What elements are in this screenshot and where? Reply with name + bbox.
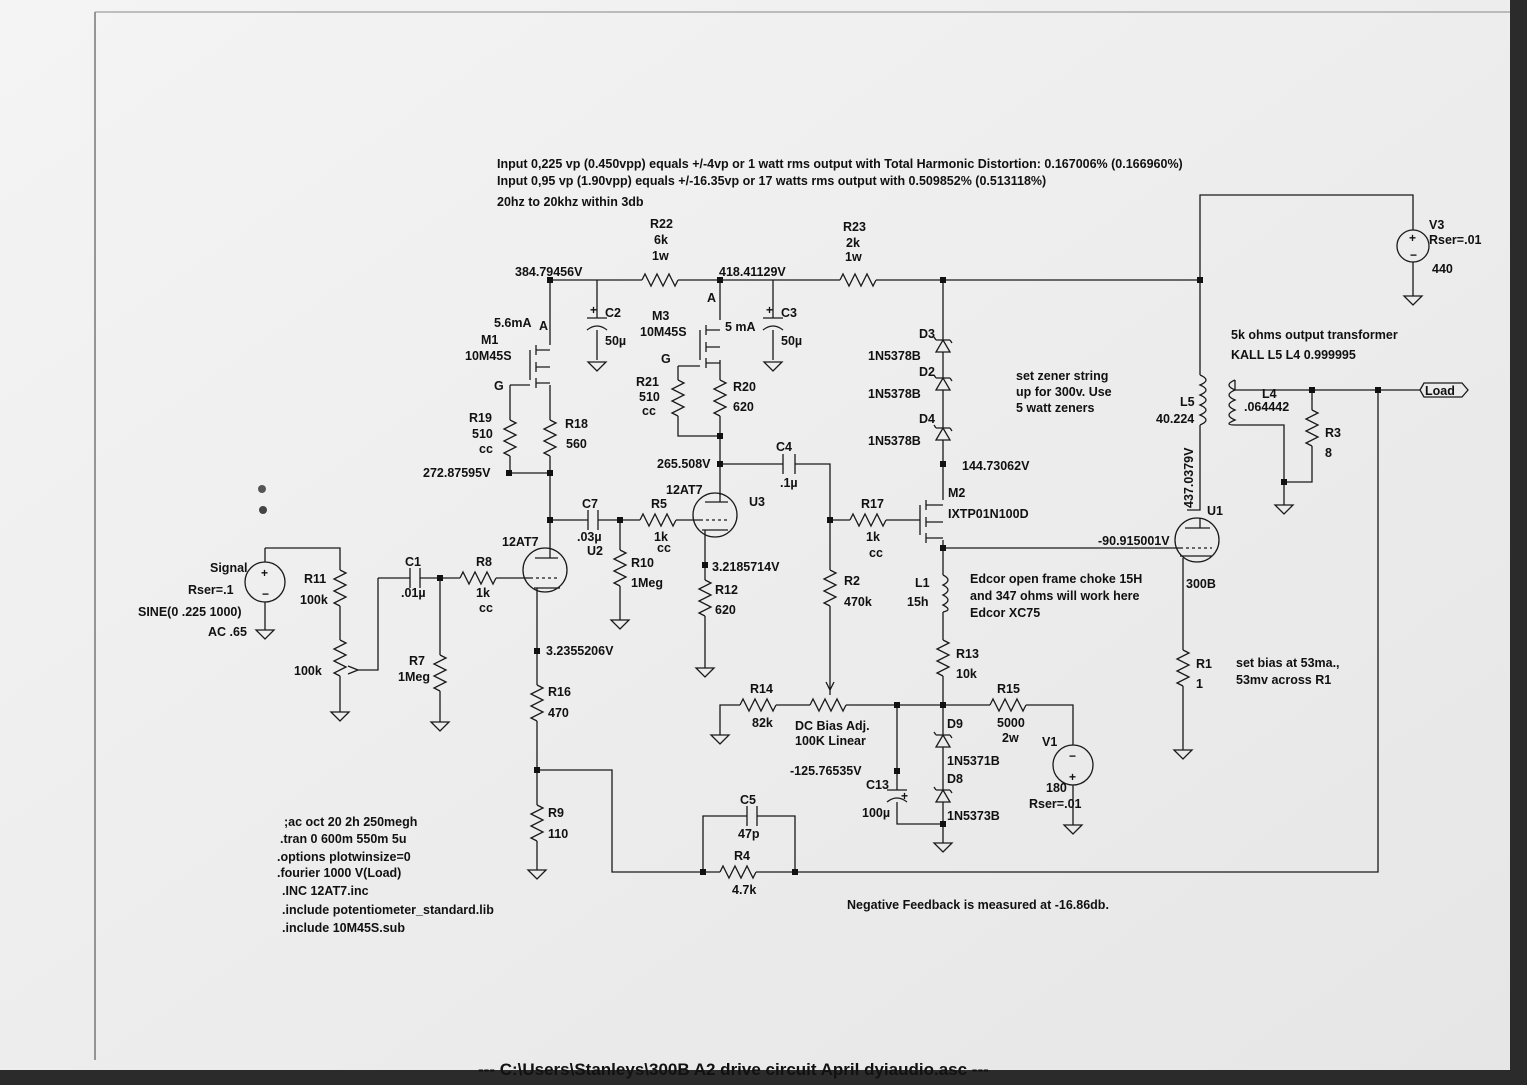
header-line-2: Input 0,95 vp (1.90vpp) equals +/-16.35vp or 17 watts rms output with 0.509852% (0.513118%)	[497, 174, 1047, 188]
svg-text:Rser=.01: Rser=.01	[1429, 233, 1482, 247]
svg-text:C13: C13	[866, 778, 889, 792]
svg-text:.include 10M45S.sub: .include 10M45S.sub	[282, 921, 405, 935]
svg-text:Rser=.01: Rser=.01	[1029, 797, 1082, 811]
svg-text:.options plotwinsize=0: .options plotwinsize=0	[277, 850, 411, 864]
svg-text:50µ: 50µ	[781, 334, 803, 348]
svg-text:G: G	[661, 352, 671, 366]
svg-text:+: +	[901, 789, 909, 803]
svg-text:R7: R7	[409, 654, 425, 668]
svg-text:1k: 1k	[654, 530, 668, 544]
svg-text:L4: L4	[1262, 387, 1277, 401]
svg-text:G: G	[494, 379, 504, 393]
svg-text:cc: cc	[869, 546, 883, 560]
svg-text:1w: 1w	[652, 249, 669, 263]
svg-text:M1: M1	[481, 333, 499, 347]
svg-text:1k: 1k	[866, 530, 880, 544]
svg-text:cc: cc	[642, 404, 656, 418]
svg-text:.01µ: .01µ	[401, 586, 426, 600]
svg-text:A: A	[539, 319, 549, 333]
svg-text:100k: 100k	[294, 664, 322, 678]
svg-text:Negative Feedback is measured: Negative Feedback is measured at -16.86db.	[847, 898, 1109, 912]
svg-text:C1: C1	[405, 555, 421, 569]
svg-text:L1: L1	[915, 576, 930, 590]
svg-text:cc: cc	[479, 442, 493, 456]
svg-text:R10: R10	[631, 556, 654, 570]
svg-text:3.2185714V: 3.2185714V	[712, 560, 780, 574]
svg-text:R18: R18	[565, 417, 588, 431]
svg-text:KALL L5 L4 0.999995: KALL L5 L4 0.999995	[1231, 348, 1356, 362]
svg-text:U3: U3	[749, 495, 765, 509]
svg-text:510: 510	[472, 427, 493, 441]
svg-text:−: −	[1069, 749, 1077, 763]
svg-text:M3: M3	[652, 309, 670, 323]
svg-text:1N5373B: 1N5373B	[947, 809, 1000, 823]
svg-text:Edcor XC75: Edcor XC75	[970, 606, 1041, 620]
svg-text:1Meg: 1Meg	[398, 670, 430, 684]
svg-text:R23: R23	[843, 220, 866, 234]
svg-text:100k: 100k	[300, 593, 328, 607]
svg-text:1Meg: 1Meg	[631, 576, 663, 590]
svg-text:5000: 5000	[997, 716, 1025, 730]
svg-text:265.508V: 265.508V	[657, 457, 711, 471]
svg-text:620: 620	[715, 603, 736, 617]
svg-text:R12: R12	[715, 583, 738, 597]
svg-text:and 347 ohms will work here: and 347 ohms will work here	[970, 589, 1140, 603]
svg-text:+: +	[261, 566, 269, 580]
svg-text:437.0379V: 437.0379V	[1182, 447, 1196, 508]
svg-text:C7: C7	[582, 497, 598, 511]
svg-text:470: 470	[548, 706, 569, 720]
svg-text:5 watt zeners: 5 watt zeners	[1016, 401, 1095, 415]
svg-text:.064442: .064442	[1244, 400, 1290, 414]
svg-text:440: 440	[1432, 262, 1453, 276]
svg-text:2k: 2k	[846, 236, 860, 250]
svg-text:620: 620	[733, 400, 754, 414]
svg-text:D8: D8	[947, 772, 963, 786]
svg-text:53mv across R1: 53mv across R1	[1236, 673, 1332, 687]
svg-text:R14: R14	[750, 682, 773, 696]
svg-text:+: +	[766, 303, 774, 317]
svg-text:+: +	[1069, 770, 1077, 784]
svg-text:50µ: 50µ	[605, 334, 627, 348]
svg-text:47p: 47p	[738, 827, 760, 841]
svg-text:C2: C2	[605, 306, 621, 320]
svg-text:C5: C5	[740, 793, 756, 807]
svg-text:.tran 0 600m 550m 5u: .tran 0 600m 550m 5u	[280, 832, 407, 846]
svg-text:1k: 1k	[476, 586, 490, 600]
svg-text:R11: R11	[304, 572, 327, 586]
svg-text:R15: R15	[997, 682, 1020, 696]
svg-text:R20: R20	[733, 380, 756, 394]
svg-text:3.2355206V: 3.2355206V	[546, 644, 614, 658]
svg-text:5.6mA: 5.6mA	[494, 316, 532, 330]
svg-text:1w: 1w	[845, 250, 862, 264]
smudge	[258, 485, 266, 493]
svg-text:R19: R19	[469, 411, 492, 425]
svg-text:D4: D4	[919, 412, 935, 426]
svg-text:cc: cc	[479, 601, 493, 615]
svg-text:+: +	[1409, 231, 1417, 245]
svg-text:8: 8	[1325, 446, 1332, 460]
svg-text:R2: R2	[844, 574, 860, 588]
svg-text:R13: R13	[956, 647, 979, 661]
svg-text:560: 560	[566, 437, 587, 451]
svg-text:100K Linear: 100K Linear	[795, 734, 866, 748]
svg-text:U1: U1	[1207, 504, 1223, 518]
file-path-footer: --- C:\Users\Stanleys\300B A2 drive circuit April dyiaudio.asc ---	[478, 1060, 989, 1079]
svg-text:418.41129V: 418.41129V	[719, 265, 786, 279]
svg-text:+: +	[590, 303, 598, 317]
svg-text:6k: 6k	[654, 233, 668, 247]
svg-text:470k: 470k	[844, 595, 872, 609]
svg-text:D2: D2	[919, 365, 935, 379]
header-line-1: Input 0,225 vp (0.450vpp) equals +/-4vp or 1 watt rms output with Total Harmonic Distortion: 0.167006% (0.166960%)	[497, 157, 1183, 171]
svg-text:R8: R8	[476, 555, 492, 569]
svg-text:IXTP01N100D: IXTP01N100D	[948, 507, 1029, 521]
svg-text:AC .65: AC .65	[208, 625, 247, 639]
svg-text:U2: U2	[587, 544, 603, 558]
svg-text:15h: 15h	[907, 595, 929, 609]
svg-text:cc: cc	[657, 541, 671, 555]
svg-text:180: 180	[1046, 781, 1067, 795]
svg-text:V3: V3	[1429, 218, 1445, 232]
svg-text:L5: L5	[1180, 395, 1195, 409]
svg-text:2w: 2w	[1002, 731, 1019, 745]
svg-text:10M45S: 10M45S	[640, 325, 687, 339]
svg-text:-90.915001V: -90.915001V	[1098, 534, 1170, 548]
svg-text:C3: C3	[781, 306, 797, 320]
svg-text:1N5371B: 1N5371B	[947, 754, 1000, 768]
svg-text:82k: 82k	[752, 716, 773, 730]
svg-text:R5: R5	[651, 497, 667, 511]
svg-text:144.73062V: 144.73062V	[962, 459, 1030, 473]
svg-text:Edcor open frame choke 15H: Edcor open frame choke 15H	[970, 572, 1143, 586]
svg-text:Rser=.1: Rser=.1	[188, 583, 234, 597]
svg-text:Load: Load	[1425, 384, 1455, 398]
svg-text:R22: R22	[650, 217, 673, 231]
svg-text:1N5378B: 1N5378B	[868, 349, 921, 363]
svg-text:300B: 300B	[1186, 577, 1216, 591]
svg-text:D9: D9	[947, 717, 963, 731]
svg-text:1N5378B: 1N5378B	[868, 434, 921, 448]
svg-text:R21: R21	[636, 375, 659, 389]
svg-text:.INC 12AT7.inc: .INC 12AT7.inc	[282, 884, 369, 898]
svg-text:up for 300v. Use: up for 300v. Use	[1016, 385, 1112, 399]
svg-text:-125.76535V: -125.76535V	[790, 764, 862, 778]
svg-text:−: −	[262, 587, 270, 601]
svg-text:510: 510	[639, 390, 660, 404]
svg-text:SINE(0 .225 1000): SINE(0 .225 1000)	[138, 605, 242, 619]
svg-text:Signal: Signal	[210, 561, 248, 575]
svg-text:M2: M2	[948, 486, 966, 500]
svg-text:set bias at 53ma.,: set bias at 53ma.,	[1236, 656, 1340, 670]
svg-text:12AT7: 12AT7	[666, 483, 703, 497]
svg-text:.1µ: .1µ	[780, 476, 798, 490]
svg-text:.fourier 1000 V(Load): .fourier 1000 V(Load)	[277, 866, 402, 880]
svg-text:4.7k: 4.7k	[732, 883, 757, 897]
svg-text:384.79456V: 384.79456V	[515, 265, 583, 279]
svg-text:V1: V1	[1042, 735, 1058, 749]
svg-text:10M45S: 10M45S	[465, 349, 512, 363]
svg-text:R9: R9	[548, 806, 564, 820]
svg-text:12AT7: 12AT7	[502, 535, 539, 549]
svg-text:set zener string: set zener string	[1016, 369, 1109, 383]
svg-text:110: 110	[548, 827, 569, 841]
svg-text:R16: R16	[548, 685, 571, 699]
svg-text:C4: C4	[776, 440, 792, 454]
svg-text:R1: R1	[1196, 657, 1212, 671]
svg-text:1N5378B: 1N5378B	[868, 387, 921, 401]
svg-text:R3: R3	[1325, 426, 1341, 440]
svg-text:.include potentiometer_standar: .include potentiometer_standard.lib	[282, 903, 494, 917]
svg-text:.03µ: .03µ	[577, 530, 602, 544]
header-line-3: 20hz to 20khz within 3db	[497, 195, 644, 209]
svg-text:R17: R17	[861, 497, 884, 511]
svg-text:40.224: 40.224	[1156, 412, 1195, 426]
svg-text:D3: D3	[919, 327, 935, 341]
svg-text:DC Bias Adj.: DC Bias Adj.	[795, 719, 870, 733]
svg-text:272.87595V: 272.87595V	[423, 466, 491, 480]
svg-text:5 mA: 5 mA	[725, 320, 756, 334]
svg-text:100µ: 100µ	[862, 806, 891, 820]
svg-text:5k ohms output transformer: 5k ohms output transformer	[1231, 328, 1398, 342]
svg-text:A: A	[707, 291, 717, 305]
svg-text:R4: R4	[734, 849, 750, 863]
svg-text:1: 1	[1196, 677, 1203, 691]
svg-text:;ac oct 20 2h 250megh: ;ac oct 20 2h 250megh	[284, 815, 418, 829]
svg-text:10k: 10k	[956, 667, 977, 681]
svg-text:−: −	[1410, 248, 1418, 262]
